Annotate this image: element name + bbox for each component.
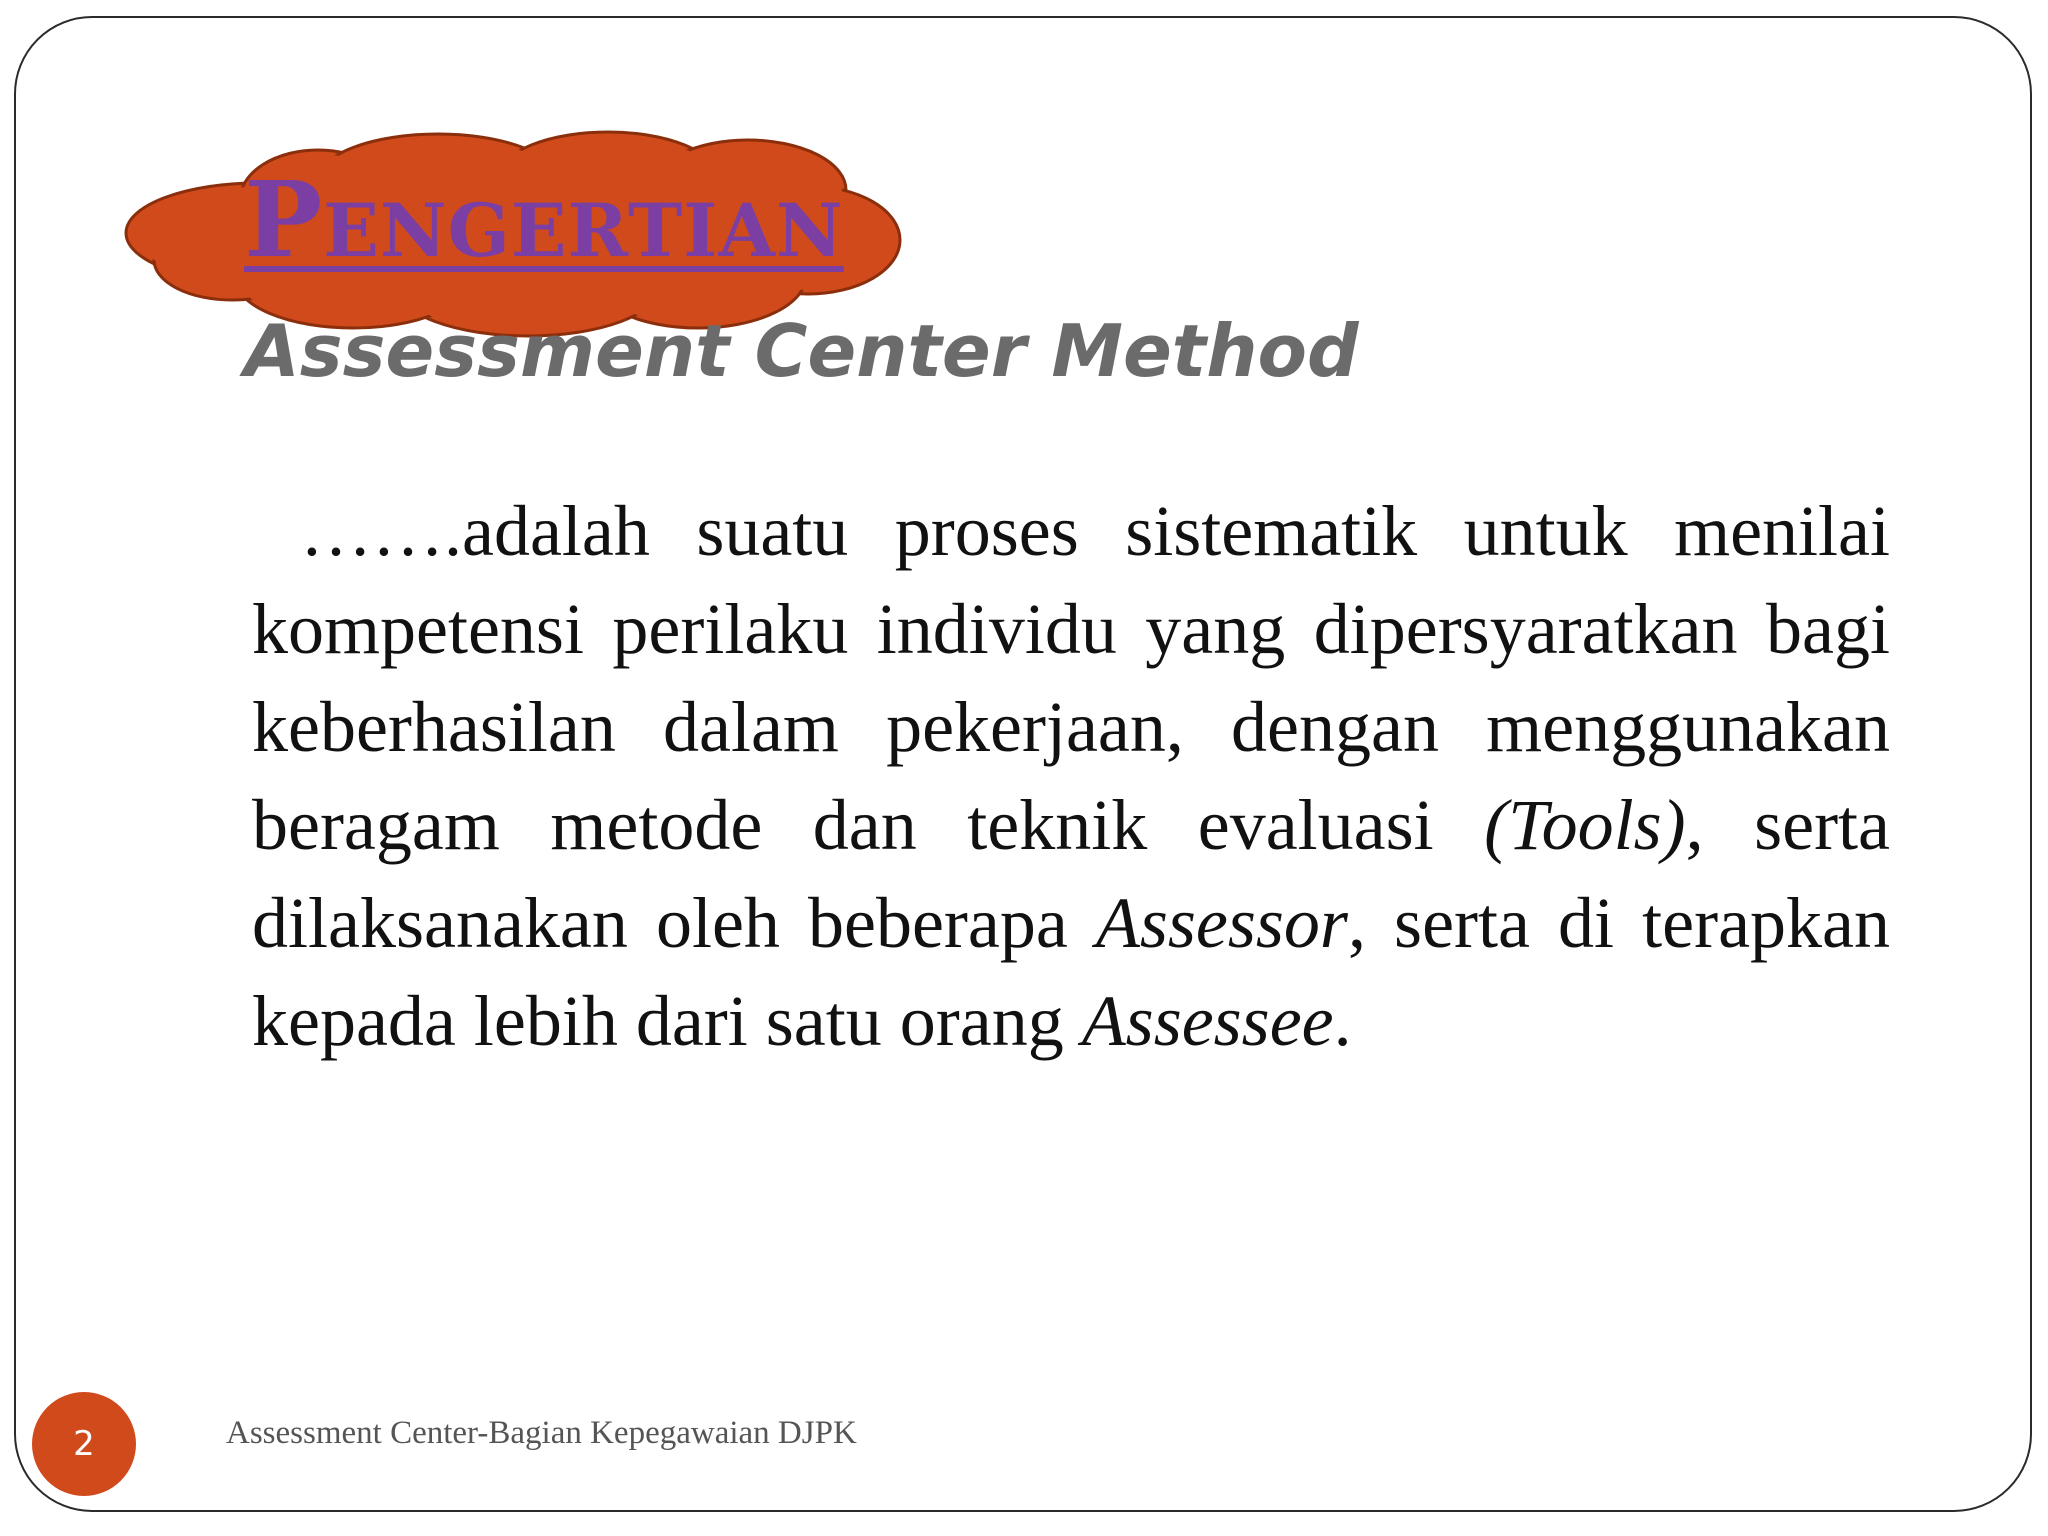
page-number-badge: 2 [32,1392,136,1496]
body-text-2: , serta dilaksanakan oleh beberapa [252,785,1891,963]
slide-footer: Assessment Center-Bagian Kepegawaian DJPK [226,1415,857,1451]
body-text-1: …….adalah suatu proses sistematik untuk menilai kompetensi perilaku individu yang dipersyaratkan bagi keberhasilan dalam pekerjaan, dengan menggunakan beragam metode dan teknik evaluasi [252,491,1890,865]
body-term-assessor: Assessor [1095,883,1348,963]
body-term-assessee: Assessee [1081,981,1334,1061]
body-text-3: , serta di terapkan kepada lebih dari satu orang [252,883,1890,1061]
slide-title: Pengertian [244,158,844,281]
body-term-tools: (Tools) [1484,785,1686,865]
body-text-4: . [1333,981,1352,1061]
slide-subtitle: Assessment Center Method [244,309,1359,393]
body-paragraph [252,482,1890,1070]
